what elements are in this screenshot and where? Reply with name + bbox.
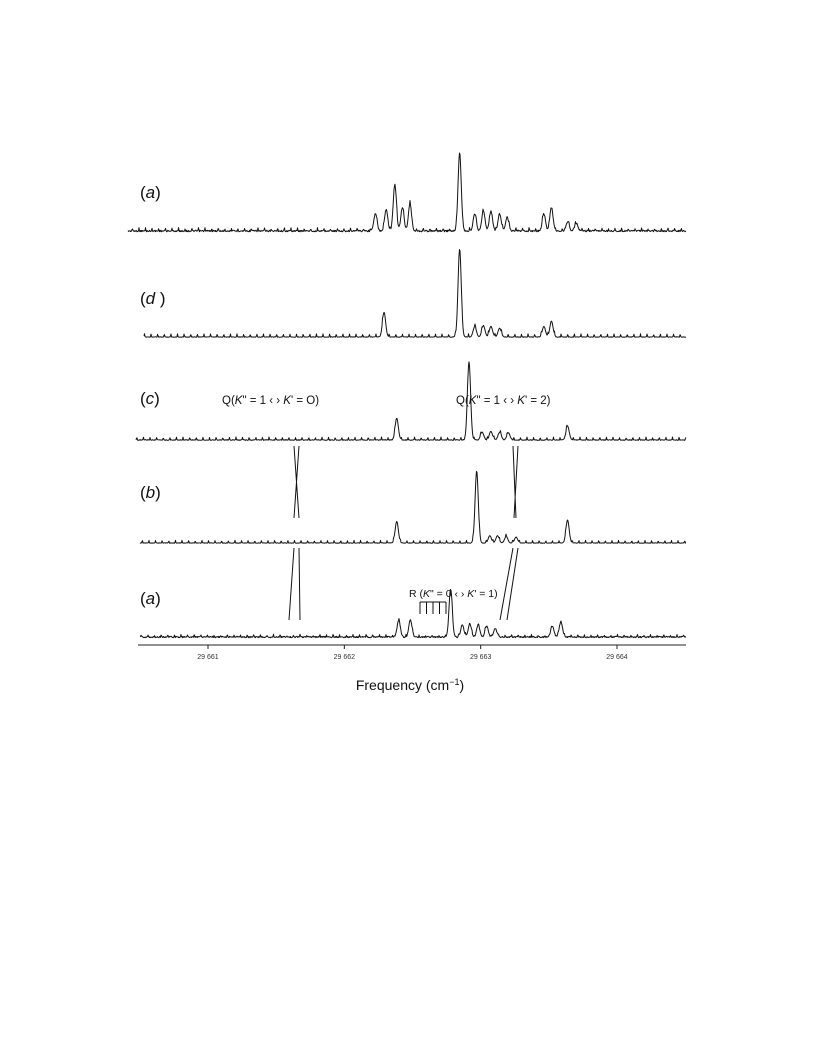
annotation-q-right: Q(K" = 1 ‹ › K' = 2) — [456, 395, 551, 407]
guide-q-right-b-a — [500, 548, 518, 620]
spectrum-trace-d — [144, 250, 686, 338]
x-tick-label: 29 661 — [197, 654, 219, 661]
panel-label-bottom-a: (a) — [140, 589, 161, 608]
panel-label-d: (d ) — [140, 289, 166, 308]
spectrum-traces — [128, 153, 686, 638]
guide-q-left-c-b — [294, 446, 299, 518]
x-tick-label: 29 664 — [606, 654, 628, 661]
guide-q-right-c-b — [513, 446, 518, 518]
spectrum-trace-b — [140, 471, 686, 543]
x-tick-label: 29 663 — [469, 654, 492, 661]
annotation-r-branch: R (K" = 0 ‹ › K' = 1) — [409, 588, 498, 600]
x-axis-ticks — [197, 645, 628, 661]
spectrum-trace-c — [136, 362, 686, 441]
panel-label-b: (b) — [140, 483, 161, 502]
panel-label-top-a: (a) — [140, 183, 161, 202]
x-axis-title: Frequency $(cm^{-1})$ — [355, 677, 465, 693]
r-branch-comb-marker — [420, 602, 446, 614]
spectrum-trace-top-a — [128, 153, 686, 232]
guide-q-left-b-a — [289, 548, 300, 620]
annotation-q-left: Q(K" = 1 ‹ › K' = O) — [222, 395, 320, 407]
x-tick-label: 29 662 — [333, 654, 356, 661]
panel-label-c: (c) — [140, 389, 160, 408]
